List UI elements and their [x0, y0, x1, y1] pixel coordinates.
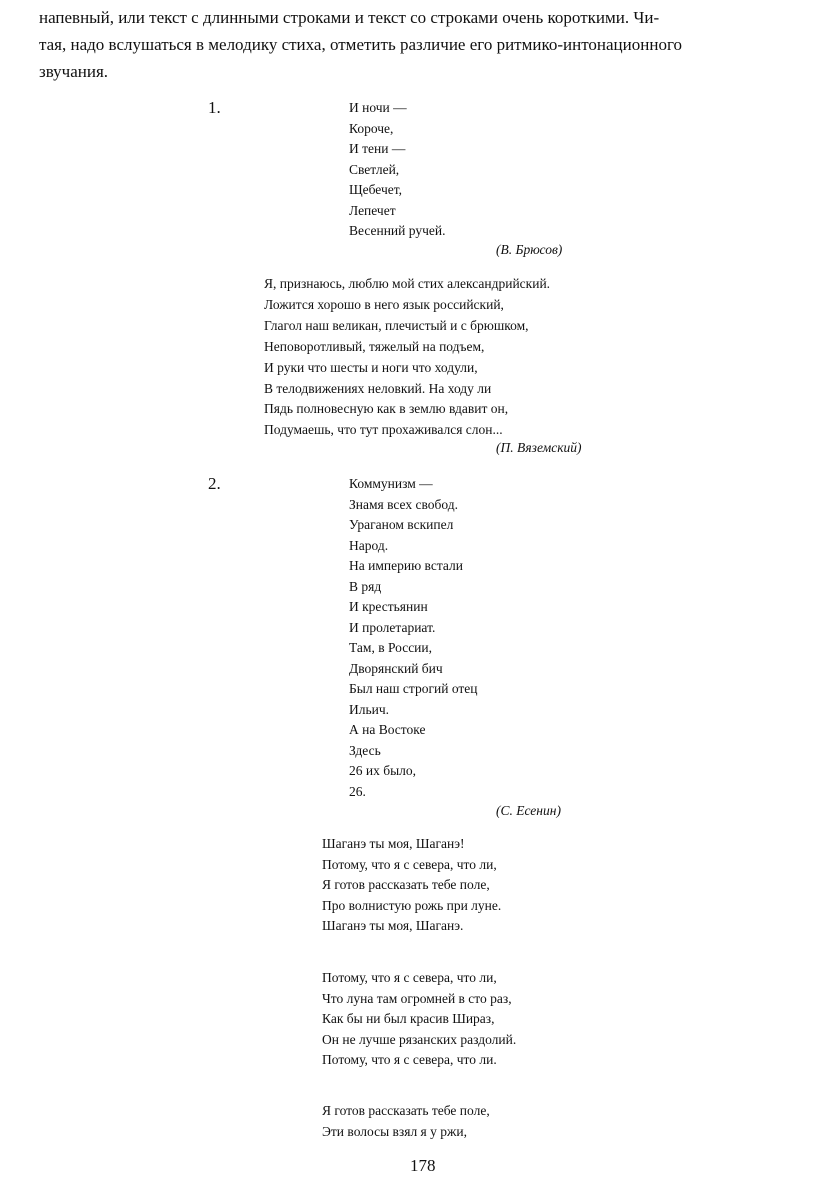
- section-number: 2.: [208, 474, 221, 493]
- intro-line: звучания.: [39, 62, 109, 81]
- poem-line: 26 их было,: [349, 763, 417, 778]
- intro-line: тая, надо вслушаться в мелодику стиха, отметить различие его ритмико-интонационного: [39, 35, 682, 54]
- poem-line: А на Востоке: [349, 722, 426, 737]
- poem-line: Про волнистую рожь при луне.: [322, 897, 502, 913]
- poem-line: Дворянский бич: [349, 660, 443, 676]
- poem-line: Я готов рассказать тебе поле,: [322, 1103, 490, 1118]
- poem-shagane-stanza-2: [322, 968, 516, 1071]
- poem-line: На империю встали: [349, 558, 463, 573]
- poem-line: Знамя всех свобод.: [349, 496, 458, 512]
- poem-line: Коммунизм —: [349, 476, 433, 491]
- poem-line: Был наш строгий отец: [349, 681, 478, 696]
- poem-line: Потому, что я с севера, что ли,: [322, 970, 497, 985]
- poem-line: Потому, что я с севера, что ли,: [322, 856, 497, 872]
- intro-line: напевный, или текст с длинными строками и текст со строками очень короткими. Чи-: [39, 8, 660, 27]
- poem-vyazemsky: [264, 274, 550, 441]
- poem-line: Ураганом вскипел: [349, 517, 454, 532]
- poem-shagane-stanza-3: [322, 1101, 490, 1142]
- poem-line: 26.: [349, 783, 366, 799]
- poem-attribution: (П. Вяземский): [496, 440, 582, 455]
- poem-line: Шаганэ ты моя, Шаганэ.: [322, 918, 464, 933]
- poem-line: И пролетариат.: [349, 619, 436, 635]
- poem-line: И руки что шесты и ноги что ходули,: [264, 359, 478, 375]
- poem-line: Что луна там огромней в сто раз,: [322, 990, 512, 1006]
- poem-line: Там, в России,: [349, 640, 433, 655]
- poem-line: В телодвижениях неловкий. На ходу ли: [264, 380, 492, 396]
- poem-line: И крестьянин: [349, 599, 428, 614]
- poem-line: Я готов рассказать тебе поле,: [322, 877, 490, 892]
- poem-line: И ночи —: [349, 100, 407, 115]
- poem-line: Я, признаюсь, люблю мой стих александрийский.: [264, 276, 551, 291]
- poem-line: Шаганэ ты моя, Шаганэ!: [322, 836, 465, 851]
- poem-line: Светлей,: [349, 161, 400, 177]
- poem-line: Подумаешь, что тут прохаживался слон...: [264, 422, 503, 438]
- poem-line: И тени —: [349, 141, 406, 156]
- section-number: 1.: [208, 98, 221, 117]
- poem-line: Неповоротливый, тяжелый на подъем,: [264, 338, 485, 354]
- poem-attribution: (С. Есенин): [496, 803, 561, 818]
- poem-line: Короче,: [349, 120, 394, 136]
- poem-line: Ложится хорошо в него язык российский,: [264, 296, 504, 312]
- poem-line: В ряд: [349, 578, 382, 594]
- poem-line: Лепечет: [349, 202, 396, 218]
- poem-line: Как бы ни был красив Шираз,: [322, 1011, 495, 1026]
- poem-line: Весенний ручей.: [349, 223, 446, 238]
- poem-line: Он не лучше рязанских раздолий.: [322, 1031, 517, 1047]
- poem-line: Щебечет,: [349, 182, 402, 197]
- poem-shagane-stanza-1: [322, 834, 501, 937]
- intro-paragraph: [39, 4, 811, 85]
- poem-line: Народ.: [349, 537, 389, 553]
- poem-line: Потому, что я с севера, что ли.: [322, 1052, 497, 1067]
- poem-line: Пядь полновесную как в землю вдавит он,: [264, 401, 509, 417]
- poem-line: Эти волосы взял я у ржи,: [322, 1123, 467, 1139]
- poem-line: Ильич.: [349, 701, 390, 717]
- poem-attribution: (В. Брюсов): [496, 242, 563, 257]
- poem-bryusov: [349, 98, 445, 242]
- poem-line: Глагол наш великан, плечистый и с брюшком,: [264, 317, 529, 333]
- page-number: 178: [410, 1156, 436, 1175]
- poem-esenin-communism: [349, 474, 478, 802]
- poem-line: Здесь: [349, 742, 381, 758]
